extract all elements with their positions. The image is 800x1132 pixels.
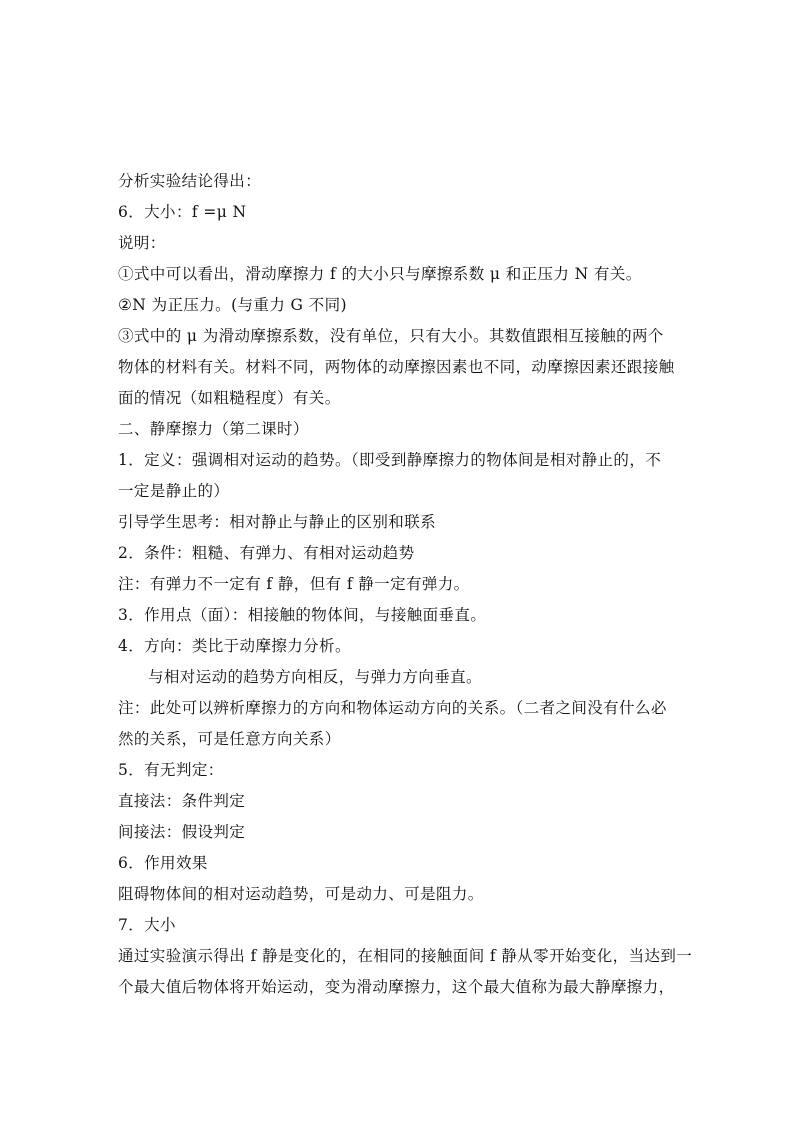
line-20: 5．有无判定：	[118, 761, 224, 779]
line-24: 阻碍物体间的相对运动趋势，可是动力、可是阻力。	[118, 885, 484, 903]
line-15: 3．作用点（面）：相接触的物体间，与接触面垂直。	[118, 606, 487, 624]
line-12: 引导学生思考：相对静止与静止的区别和联系	[118, 513, 437, 531]
line-25: 7．大小	[118, 916, 176, 934]
line-23: 6．作用效果	[118, 854, 208, 872]
line-26: 通过实验演示得出 f 静是变化的，在相同的接触面间 f 静从零开始变化，当达到一	[118, 947, 693, 965]
line-21: 直接法：条件判定	[118, 792, 246, 810]
line-6: ③式中的 μ 为滑动摩擦系数，没有单位，只有大小。其数值跟相互接触的两个	[118, 327, 664, 345]
line-17: 与相对运动的趋势方向相反，与弹力方向垂直。	[148, 668, 482, 686]
document-page	[118, 166, 693, 1003]
line-27: 个最大值后物体将开始运动，变为滑动摩擦力，这个最大值称为最大静摩擦力，	[118, 978, 675, 996]
line-16: 4．方向：类比于动摩擦力分析。	[118, 637, 351, 655]
line-22: 间接法：假设判定	[118, 823, 246, 841]
line-8: 面的情况（如粗糙程度）有关。	[118, 389, 341, 407]
line-4: ①式中可以看出，滑动摩擦力 f 的大小只与摩擦系数 μ 和正压力 N 有关。	[118, 265, 642, 283]
line-14: 注：有弹力不一定有 f 静，但有 f 静一定有弹力。	[118, 575, 470, 593]
section-heading: 二、静摩擦力（第二课时）	[118, 420, 309, 438]
line-2: 6．大小：f =μ N	[118, 203, 247, 221]
line-18: 注：此处可以辨析摩擦力的方向和物体运动方向的关系。（二者之间没有什么必	[118, 699, 667, 717]
line-7: 物体的材料有关。材料不同，两物体的动摩擦因素也不同，动摩擦因素还跟接触	[118, 358, 675, 376]
line-5: ②N 为正压力。(与重力 G 不同)	[118, 296, 347, 314]
line-3: 说明：	[118, 234, 166, 252]
line-10: 1．定义：强调相对运动的趋势。（即受到静摩擦力的物体间是相对静止的，不	[118, 451, 662, 469]
line-1: 分析实验结论得出：	[118, 172, 262, 190]
line-11: 一定是静止的）	[118, 482, 230, 500]
line-19: 然的关系，可是任意方向关系）	[118, 730, 341, 748]
line-13: 2．条件：粗糙、有弹力、有相对运动趋势	[118, 544, 415, 562]
